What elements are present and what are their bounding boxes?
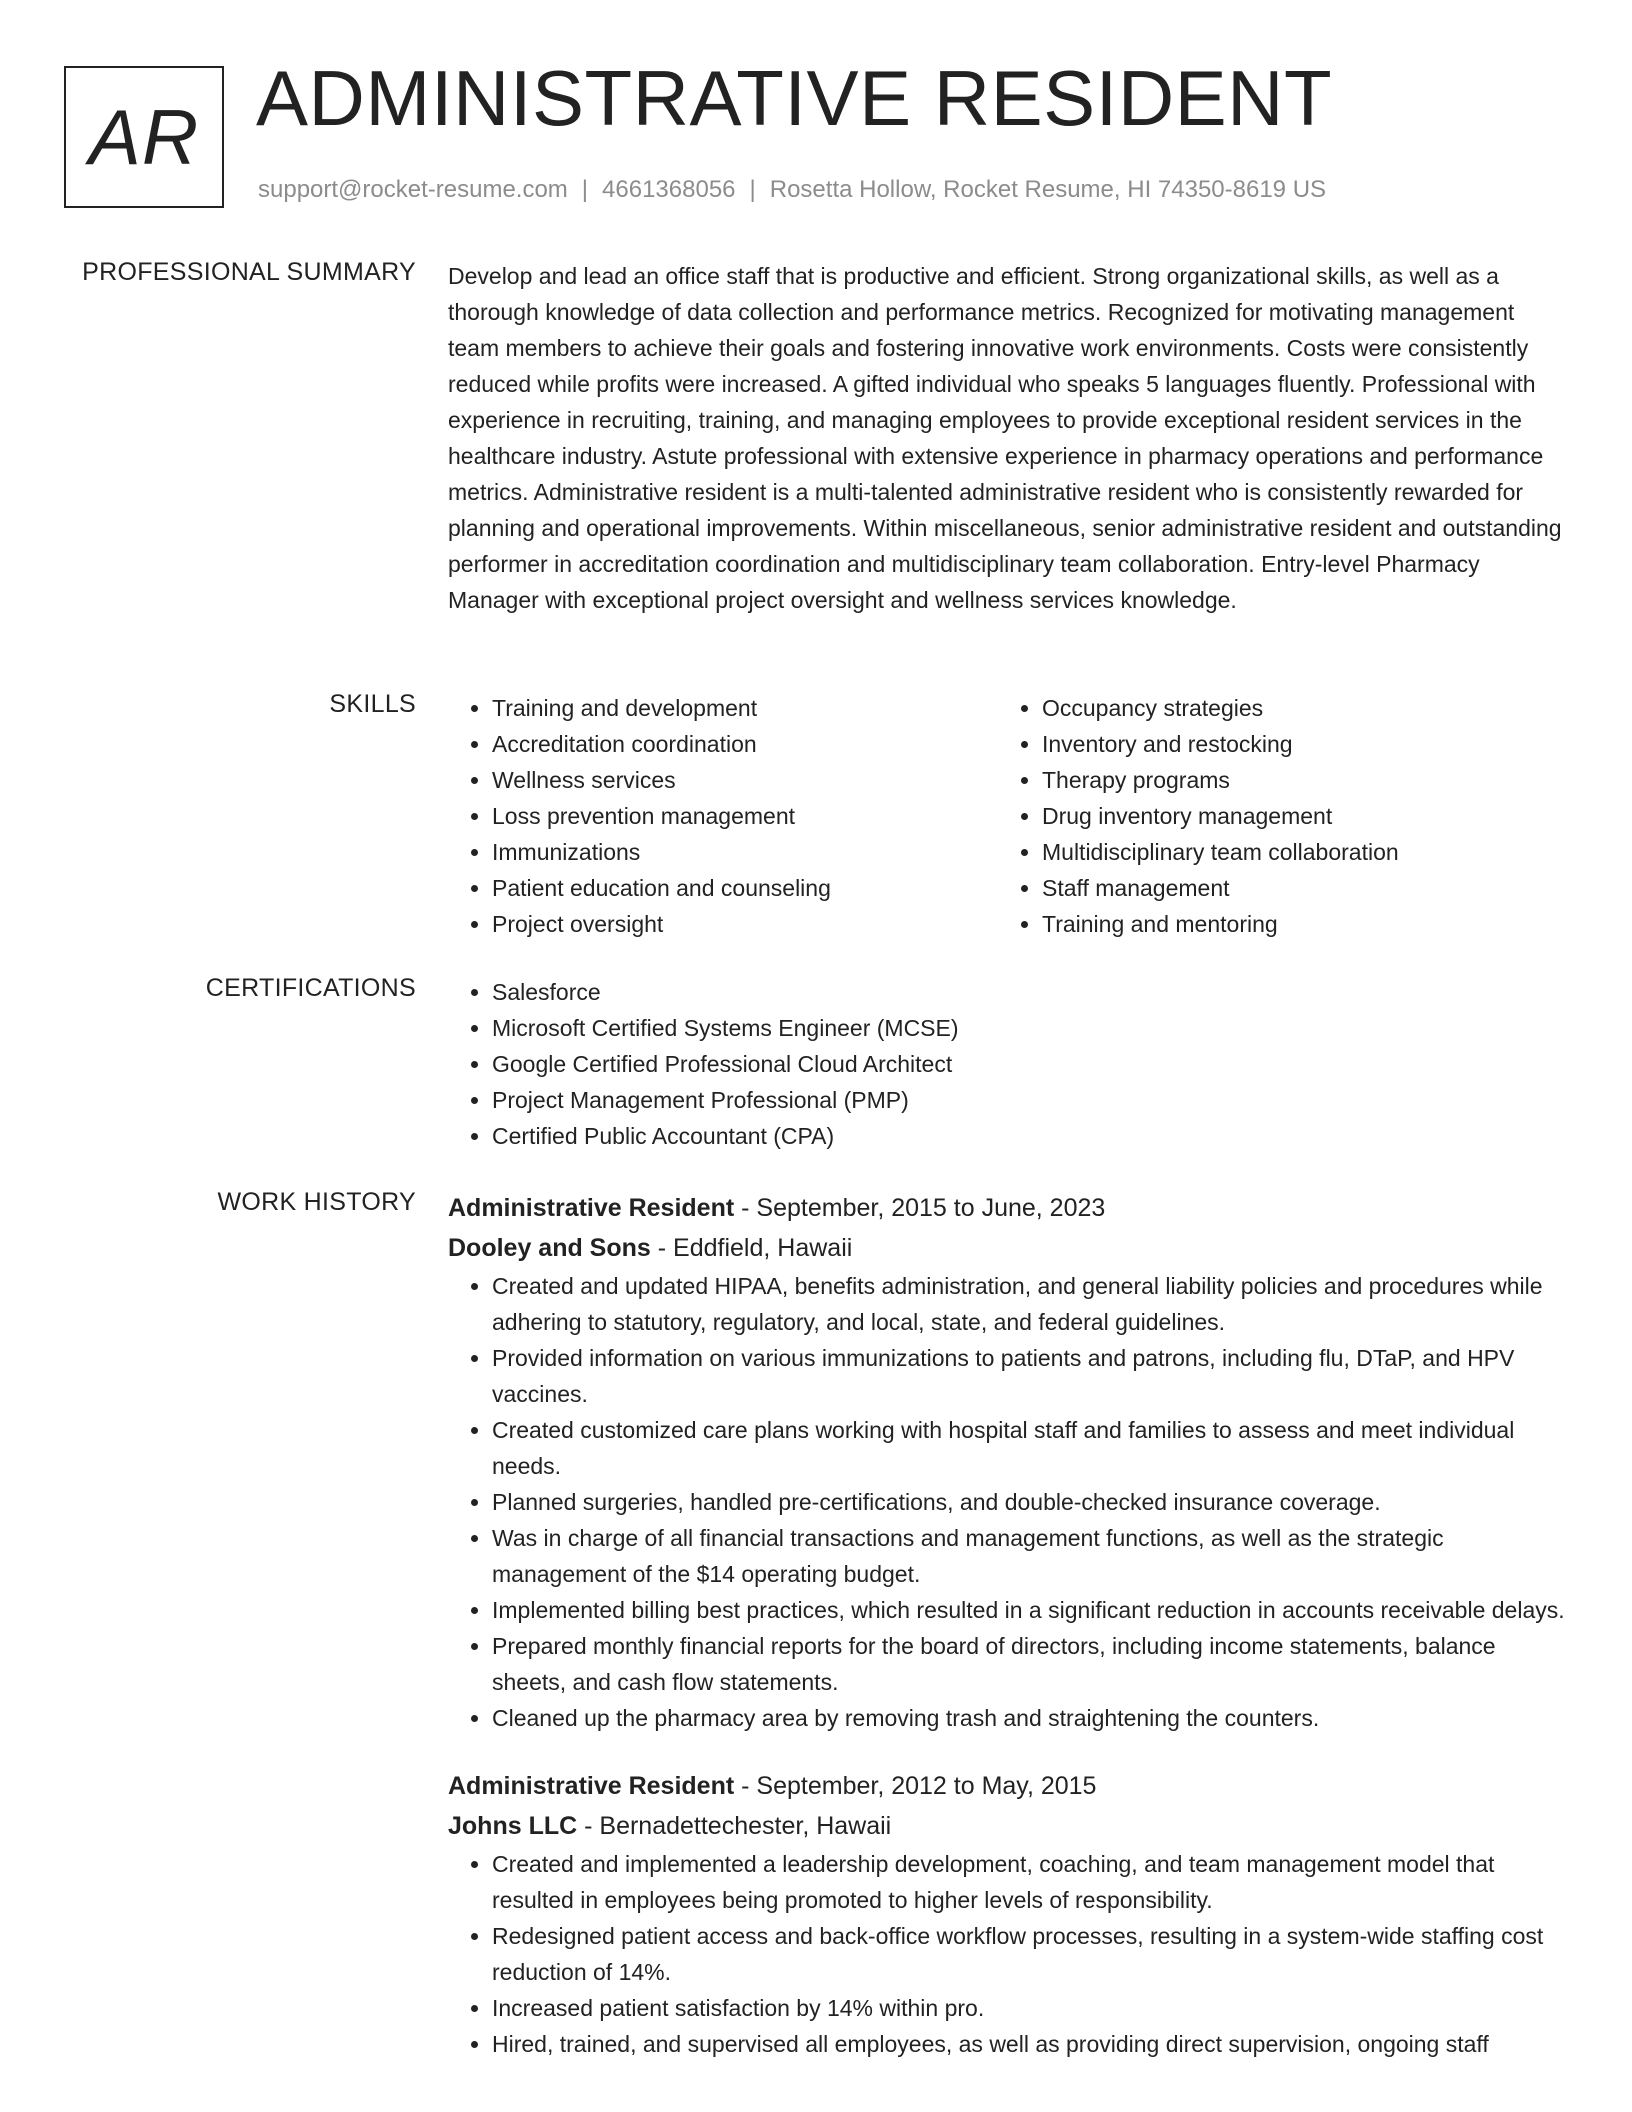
skill-item: • Loss prevention management — [492, 798, 998, 834]
job-company-line — [448, 1806, 1568, 1846]
job-location: - Eddfield, Hawaii — [657, 1234, 853, 1262]
certification-item: • Project Management Professional (PMP) — [492, 1082, 1568, 1118]
certification-item: • Certified Public Accountant (CPA) — [492, 1118, 1568, 1154]
job-duty: • Was in charge of all financial transactions and management functions, as well as the strategic management of the $14 operating budget. — [492, 1520, 1568, 1592]
summary-label: PROFESSIONAL SUMMARY — [82, 258, 416, 286]
skill-item: • Therapy programs — [1042, 762, 1548, 798]
job-entry — [448, 1188, 1568, 1736]
contact-separator: | — [581, 176, 589, 203]
skills-column-left — [448, 690, 998, 942]
skill-item: • Project oversight — [492, 906, 998, 942]
job-duty: • Redesigned patient access and back-office workflow processes, resulting in a system-wide staffing cost reduction of 14%. — [492, 1918, 1568, 1990]
skills-label: SKILLS — [329, 690, 416, 718]
job-title: Administrative Resident — [448, 1772, 735, 1800]
certification-item: • Salesforce — [492, 974, 1568, 1010]
skill-item: • Training and development — [492, 690, 998, 726]
certifications-label: CERTIFICATIONS — [205, 974, 416, 1002]
job-duties-list — [448, 1268, 1568, 1736]
job-location: - Bernadettechester, Hawaii — [584, 1812, 892, 1840]
skill-item: • Training and mentoring — [1042, 906, 1548, 942]
contact-address: Rosetta Hollow, Rocket Resume, HI 74350-8619 US — [769, 176, 1327, 203]
skill-item: • Wellness services — [492, 762, 998, 798]
work-history-label: WORK HISTORY — [217, 1188, 416, 1216]
skills-grid — [448, 690, 1568, 942]
contact-separator: | — [749, 176, 756, 203]
candidate-name: ADMINISTRATIVE RESIDENT — [256, 54, 1333, 142]
job-duty: • Cleaned up the pharmacy area by removing trash and straightening the counters. — [492, 1700, 1568, 1736]
skill-item: • Immunizations — [492, 834, 998, 870]
skills-column-right — [998, 690, 1548, 942]
job-dates: - September, 2015 to June, 2023 — [741, 1194, 1106, 1222]
job-title: Administrative Resident — [448, 1194, 735, 1222]
job-company: Dooley and Sons — [448, 1234, 651, 1262]
certification-item: • Google Certified Professional Cloud Architect — [492, 1046, 1568, 1082]
job-duties-list — [448, 1846, 1568, 2062]
job-duty: • Hired, trained, and supervised all employees, as well as providing direct supervision, ongoing staff — [492, 2026, 1568, 2062]
job-duty: • Prepared monthly financial reports for the board of directors, including income statements, balance sheets, and cash flow statements. — [492, 1628, 1568, 1700]
skill-item: • Drug inventory management — [1042, 798, 1548, 834]
job-title-line — [448, 1188, 1568, 1228]
skill-item: • Occupancy strategies — [1042, 690, 1548, 726]
job-dates: - September, 2012 to May, 2015 — [741, 1772, 1097, 1800]
job-duty: • Increased patient satisfaction by 14% within pro. — [492, 1990, 1568, 2026]
monogram-badge: AR — [64, 66, 224, 208]
job-duty: • Provided information on various immunizations to patients and patrons, including flu, DTaP, and HPV vaccines. — [492, 1340, 1568, 1412]
skill-item: • Inventory and restocking — [1042, 726, 1548, 762]
job-company-line — [448, 1228, 1568, 1268]
contact-phone: 4661368056 — [602, 176, 736, 203]
certification-item: • Microsoft Certified Systems Engineer (MCSE) — [492, 1010, 1568, 1046]
job-company: Johns LLC — [448, 1812, 578, 1840]
certifications-list — [448, 974, 1568, 1154]
skill-item: • Patient education and counseling — [492, 870, 998, 906]
job-duty: • Created customized care plans working with hospital staff and families to assess and meet individual needs. — [492, 1412, 1568, 1484]
job-duty: • Created and implemented a leadership development, coaching, and team management model that resulted in employees being promoted to higher levels of responsibility. — [492, 1846, 1568, 1918]
job-duty: • Implemented billing best practices, which resulted in a significant reduction in accounts receivable delays. — [492, 1592, 1568, 1628]
contact-email: support@rocket-resume.com — [258, 176, 568, 203]
summary-text: Develop and lead an office staff that is productive and efficient. Strong organizational skills, as well as a thorough knowledge of data collection and performance metrics. Recognized for motivating management team members to achieve their goals and fostering innovative work environments. Costs were consistently reduced while profits were increased. A gifted individual who speaks 5 languages fluently. Professional with experience in recruiting, training, and managing employees to provide exceptional resident services in the healthcare industry. Astute professional with extensive experience in pharmacy operations and performance metrics. Administrative resident is a multi-talented administrative resident who is consistently rewarded for planning and operational improvements. Within miscellaneous, senior administrative resident and outstanding performer in accreditation coordination and multidisciplinary team collaboration. Entry-level Pharmacy Manager with exceptional project oversight and wellness services knowledge. — [448, 263, 1562, 613]
job-duty: • Created and updated HIPAA, benefits administration, and general liability policies and procedures while adhering to statutory, regulatory, and local, state, and federal guidelines. — [492, 1268, 1568, 1340]
job-duty: • Planned surgeries, handled pre-certifications, and double-checked insurance coverage. — [492, 1484, 1568, 1520]
skill-item: • Accreditation coordination — [492, 726, 998, 762]
skill-item: • Staff management — [1042, 870, 1548, 906]
contact-line — [258, 176, 1326, 204]
skill-item: • Multidisciplinary team collaboration — [1042, 834, 1548, 870]
job-entry — [448, 1766, 1568, 2062]
job-title-line — [448, 1766, 1568, 1806]
